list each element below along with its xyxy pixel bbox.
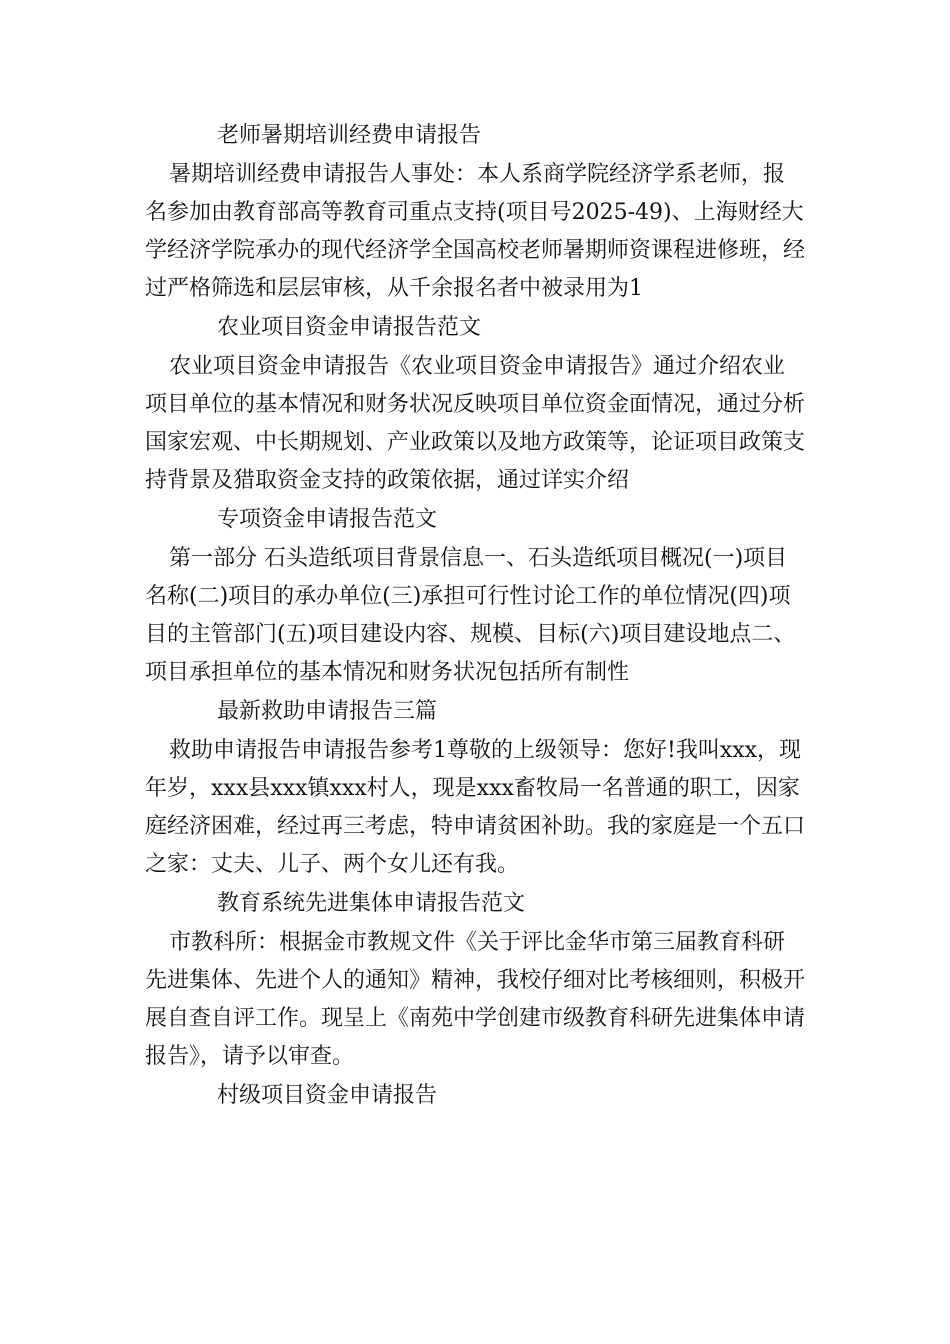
report-section xyxy=(145,692,805,884)
section-title: 村级项目资金申请报告 xyxy=(217,1083,438,1108)
section-title: 农业项目资金申请报告范文 xyxy=(217,315,482,340)
section-body: 市教科所：根据金市教规文件《关于评比金华市第三届教育科研先进集体、先进个人的通知》精神，我校仔细对比考核细则，积极开展自查自评工作。现呈上《南苑中学创建市级教育科研先进集体申请报告》，请予以审查。 xyxy=(145,930,806,1069)
section-body: 救助申请报告申请报告参考1尊敬的上级领导：您好!我叫xxx，现年岁，xxx县xxx镇xxx村人，现是xxx畜牧局一名普通的职工，因家庭经济困难，经过再三考虑，特申请贫困补助。我的家庭是一个五口之家：丈夫、儿子、两个女儿还有我。 xyxy=(145,738,806,877)
section-body: 农业项目资金申请报告《农业项目资金申请报告》通过介绍农业项目单位的基本情况和财务状况反映项目单位资金面情况，通过分析国家宏观、中长期规划、产业政策以及地方政策等，论证项目政策支持背景及猎取资金支持的政策依据，通过详实介绍 xyxy=(145,354,806,493)
report-section xyxy=(145,308,805,500)
report-section xyxy=(145,1076,805,1116)
section-body: 第一部分 石头造纸项目背景信息一、石头造纸项目概况(一)项目名称(二)项目的承办单位(三)承担可行性讨论工作的单位情况(四)项目的主管部门(五)项目建设内容、规模、目标(六)项目建设地点二、项目承担单位的基本情况和财务状况包括所有制性 xyxy=(145,546,796,685)
report-section xyxy=(145,116,805,308)
document-content xyxy=(145,116,805,1116)
section-title: 教育系统先进集体申请报告范文 xyxy=(217,891,526,916)
section-title: 老师暑期培训经费申请报告 xyxy=(217,123,482,148)
section-body: 暑期培训经费申请报告人事处：本人系商学院经济学系老师，报名参加由教育部高等教育司重点支持(项目号2025-49)、上海财经大学经济学院承办的现代经济学全国高校老师暑期师资课程进修班，经过严格筛选和层层审核，从千余报名者中被录用为1 xyxy=(145,162,806,301)
section-title: 最新救助申请报告三篇 xyxy=(217,699,438,724)
report-section xyxy=(145,884,805,1076)
report-section xyxy=(145,500,805,692)
section-title: 专项资金申请报告范文 xyxy=(217,507,438,532)
